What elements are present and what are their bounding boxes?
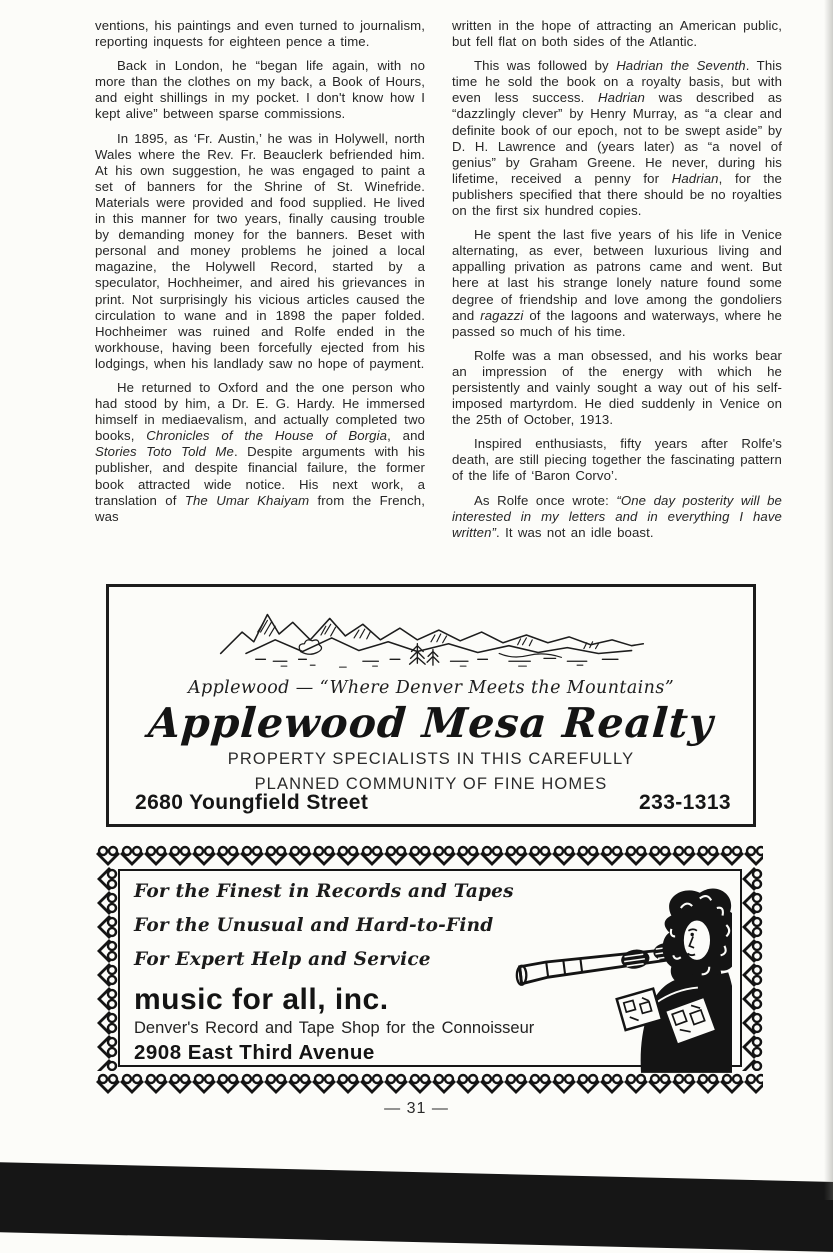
- article-body: [95, 18, 782, 549]
- article-paragraph: Back in London, he “began life again, with no more than the clothes on my back, a Book of Hours, and eight shillings in my pocket. I don't know how I kept alive” between sparse commissions.: [95, 58, 425, 122]
- article-column-right: [452, 18, 782, 549]
- article-paragraph: ventions, his paintings and even turned to journalism, reporting inquests for eighteen pence a time.: [95, 18, 425, 50]
- applewood-description-line1: PROPERTY SPECIALISTS IN THIS CAREFULLY: [227, 750, 635, 768]
- article-paragraph: This was followed by Hadrian the Seventh. This time he sold the book on a royalty basis, but with even less success. Hadrian was described as “dazzlingly clever” by Henry Murray, as “a clear and definite book of our epoch, not to be swept aside” by D. H. Lawrence and (years later) as “a novel of genius” by Graham Greene. He never, during his lifetime, received a penny for Hadrian, for the publishers specified that there should be no royalties on the first six hundred copies.: [452, 58, 782, 219]
- scan-edge-band: [0, 1162, 833, 1253]
- article-paragraph: written in the hope of attracting an American public, but fell flat on both sides of the Atlantic.: [452, 18, 782, 50]
- applewood-description: [109, 747, 753, 797]
- applewood-mesa-realty-ad: [106, 584, 756, 827]
- applewood-street-address: 2680 Youngfield Street: [135, 791, 369, 814]
- music-slogan-3: For Expert Help and Service: [134, 949, 431, 970]
- page-edge-shadow: [824, 0, 833, 1200]
- applewood-tagline: Applewood — “Where Denver Meets the Mountains”: [187, 678, 675, 698]
- page-number: — 31 —: [384, 1100, 449, 1117]
- article-paragraph: Rolfe was a man obsessed, and his works bear an impression of the energy with which he persistently and vainly sought a way out of his self-imposed martyrdom. He died suddenly in Venice on the 25th of October, 1913.: [452, 347, 782, 428]
- music-slogan-2: For the Unusual and Hard-to-Find: [134, 915, 494, 936]
- ornament-border-bottom: [96, 1071, 763, 1095]
- article-paragraph: He spent the last five years of his life in Venice alternating, as ever, between luxurious living and appalling privation as patrons came and went. But here at last his strange lonely nature found some degree of friendship and love among the gondoliers and ragazzi of the lagoons and waterways, where he passed so much of his time.: [452, 227, 782, 339]
- applewood-phone-number: 233-1313: [639, 791, 731, 814]
- applewood-description-line2: PLANNED COMMUNITY OF FINE HOMES: [254, 775, 608, 793]
- article-column-left: [95, 18, 425, 549]
- ornament-border-right: [741, 867, 763, 1071]
- article-paragraph: As Rolfe once wrote: “One day posterity will be interested in my letters and in everything I have written”. It was not an idle boast.: [452, 492, 782, 540]
- ornament-border-left: [96, 867, 118, 1071]
- music-ad-inner-frame: [118, 869, 742, 1067]
- applewood-business-name: Applewood Mesa Realty: [146, 699, 716, 747]
- mountain-range-illustration: [213, 597, 649, 676]
- article-paragraph: In 1895, as ‘Fr. Austin,’ he was in Holywell, north Wales where the Rev. Fr. Beauclerk befriended him. At his own suggestion, he was engaged to paint a set of banners for the Shrine of St. Winefride. Materials were provided and food supplied. He lived in this manner for two years, finally causing trouble by demanding money for the banners. Beset with personal and money problems he joined a local magazine, the Holywell Record, started by a speculator, Hochheimer, and aired his grievances in print. Not surprisingly his vicious articles caused the circulation to wane and in 1898 the paper folded. Hochheimer was ruined and Rolfe ended in the workhouse, having been forcefully ejected from his lodgings, when his landlady saw no hope of payment.: [95, 130, 425, 371]
- music-subtitle: Denver's Record and Tape Shop for the Connoisseur: [134, 1019, 535, 1037]
- music-business-name: music for all, inc.: [134, 983, 389, 1016]
- article-paragraph: He returned to Oxford and the one person who had stood by him, a Dr. E. G. Hardy. He immersed himself in mediaevalism, and actually completed two books, Chronicles of the House of Borgia, and Stories Toto Told Me. Despite arguments with his publisher, and despite financial failure, the former book attracted wide notice. His next work, a translation of The Umar Khaiyam from the French, was: [95, 379, 425, 524]
- music-street-address: 2908 East Third Avenue: [134, 1041, 375, 1064]
- ornament-border-top: [96, 843, 763, 867]
- music-for-all-ad: [96, 843, 763, 1095]
- music-slogan-1: For the Finest in Records and Tapes: [134, 881, 514, 902]
- flute-player-illustration: [514, 887, 732, 1073]
- article-paragraph: Inspired enthusiasts, fifty years after Rolfe's death, are still piecing together the fascinating pattern of the life of ‘Baron Corvo’.: [452, 436, 782, 484]
